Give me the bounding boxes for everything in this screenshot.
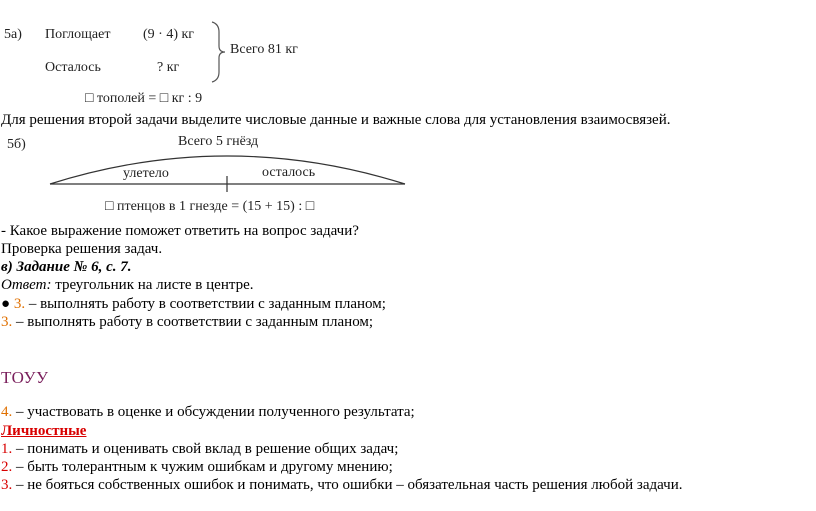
task5b-left-part: улетело: [123, 166, 169, 181]
section-title: ТОУУ: [1, 368, 49, 387]
item-number: 3.: [13, 296, 26, 312]
task5a-row2-value: ? кг: [157, 60, 180, 75]
brace-5a: [212, 22, 225, 82]
task5a-formula: □ тополей = □ кг : 9: [85, 91, 203, 106]
item-text: – не бояться собственных ошибок и понимать, что ошибки – обязательная часть решения любой задачи.: [12, 477, 683, 493]
list-item: [1, 404, 415, 421]
item-number: 4.: [1, 404, 13, 420]
check-text: Проверка решения задач.: [1, 241, 163, 257]
instruction-text: Для решения второй задачи выделите числовые данные и важные слова для установления взаимосвязей.: [1, 112, 671, 128]
item-number: 3.: [1, 477, 13, 493]
item-number: 2.: [1, 459, 13, 475]
question-text: - Какое выражение поможет ответить на вопрос задачи?: [1, 223, 359, 239]
task5a-row2-label: Осталось: [45, 60, 101, 75]
item-number: 1.: [1, 441, 13, 457]
item-text: – выполнять работу в соответствии с заданным планом;: [12, 314, 374, 330]
answer-text: треугольник на листе в центре.: [51, 277, 254, 293]
item-number: 3.: [1, 314, 13, 330]
list-item: [1, 477, 683, 494]
task5a-total: Всего 81 кг: [230, 42, 298, 57]
bullet-icon: ●: [1, 296, 11, 312]
task5a-row1-value: (9 · 4) кг: [143, 27, 195, 42]
answer-label: Ответ:: [1, 277, 52, 293]
task6-heading: в) Задание № 6, с. 7.: [1, 259, 132, 275]
item-text: – выполнять работу в соответствии с заданным планом;: [25, 296, 386, 312]
task5b-label: 5б): [7, 137, 26, 152]
task5a-label: 5а): [4, 27, 22, 42]
personal-heading: Личностные: [1, 423, 87, 439]
task5b-formula: □ птенцов в 1 гнезде = (15 + 15) : □: [105, 199, 315, 214]
task5a-row1-label: Поглощает: [45, 27, 111, 42]
list-item: [1, 459, 393, 476]
item-text: – участвовать в оценке и обсуждении полученного результата;: [12, 404, 415, 420]
list-item: [1, 296, 386, 313]
item-text: – понимать и оценивать свой вклад в решение общих задач;: [12, 441, 399, 457]
item-text: – быть толерантным к чужим ошибкам и другому мнению;: [12, 459, 393, 475]
task5b-right-part: осталось: [262, 165, 316, 180]
list-item: [1, 314, 373, 331]
task6-answer: [1, 277, 254, 294]
list-item: [1, 441, 398, 458]
task5b-total: Всего 5 гнёзд: [178, 134, 259, 149]
